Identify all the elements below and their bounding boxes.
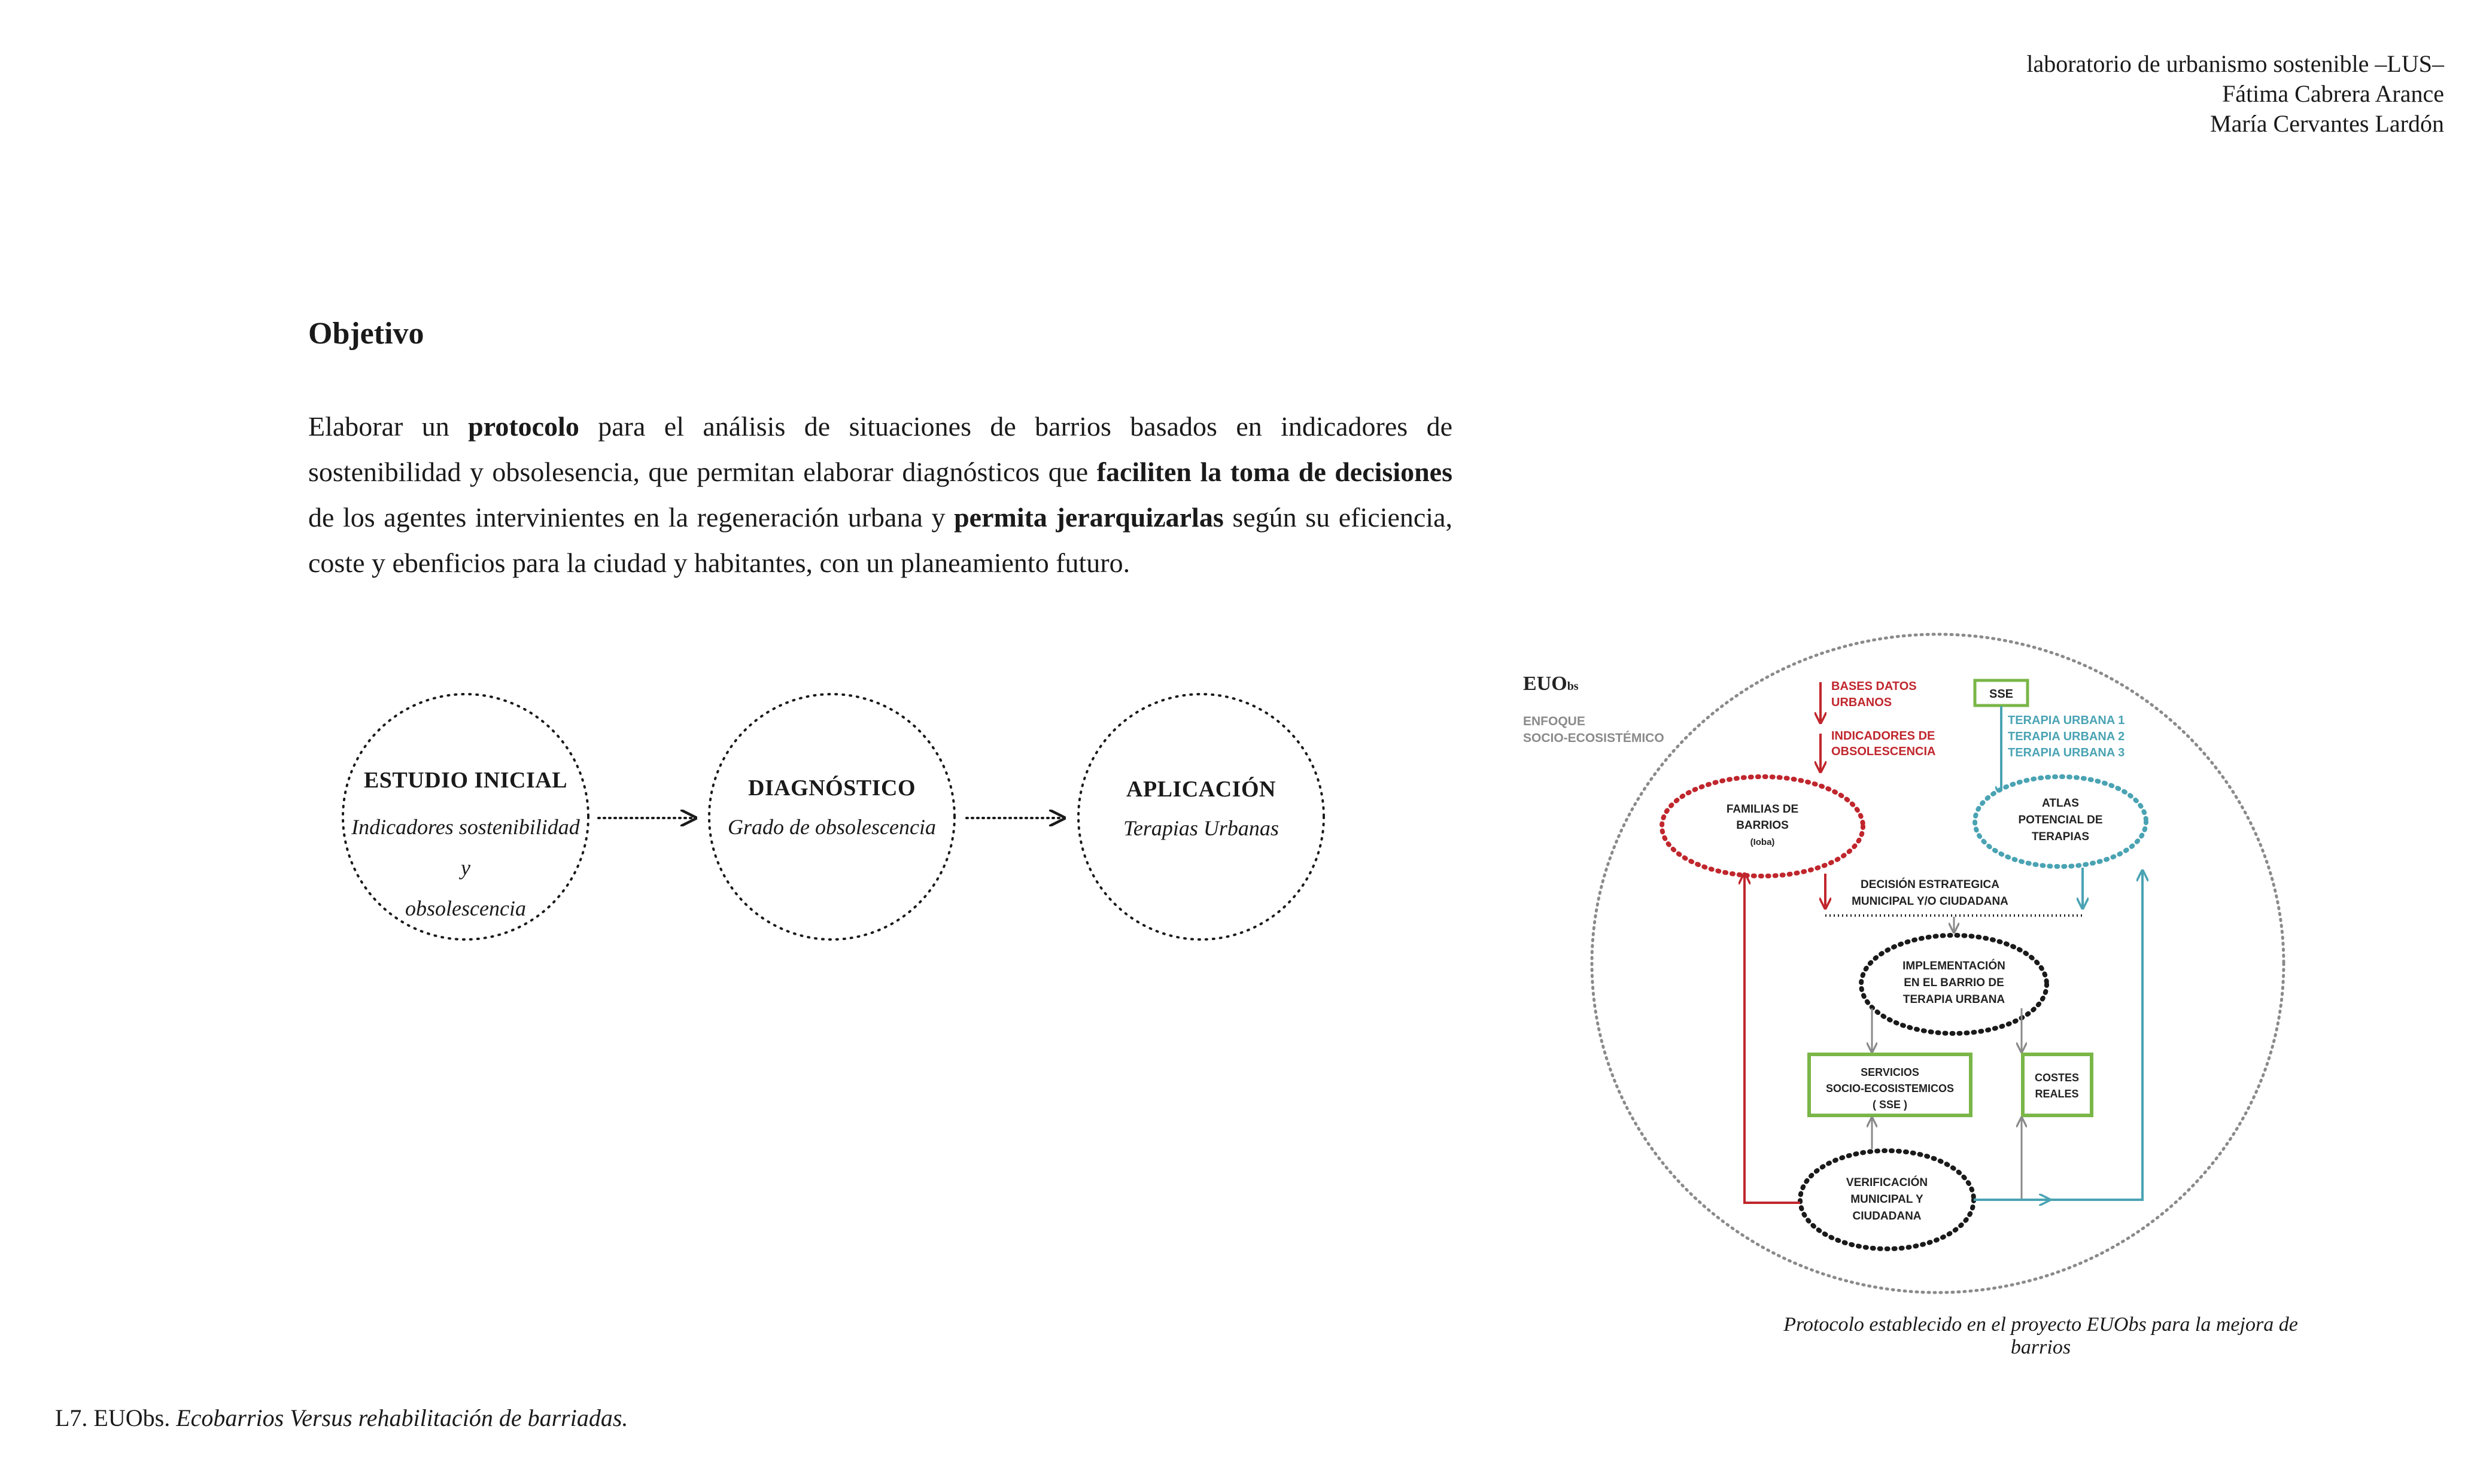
verification-label-1: VERIFICACIÓN [1846,1176,1928,1189]
objective-segment: Elaborar un [308,411,469,442]
services-label-1: SERVICIOS [1861,1066,1919,1078]
diagram-caption: Protocolo establecido en el proyecto EUObs para la mejora de barrios [1783,1313,2298,1358]
approach-label-2: SOCIO-ECOSISTÉMICO [1523,731,1664,745]
costs-box [2023,1054,2092,1115]
decision-label-2: MUNICIPAL Y/O CIUDADANA [1852,895,2008,908]
families-label-1: FAMILIAS DE [1726,803,1799,816]
step-aplicacion [1081,776,1321,841]
footer-code: L7. EUObs. [55,1404,171,1431]
page-header [2026,49,2444,139]
author-1: Fátima Cabrera Arance [2222,80,2444,107]
atlas-label-1: ATLAS [2042,797,2079,810]
objective-paragraph [308,404,1452,586]
step-diagnostico-title: DIAGNÓSTICO [748,776,916,801]
objective-segment: según su eficiencia, coste y ebenficios para la ciudad y habitantes, con un planeamiento futuro. [308,502,1453,578]
families-label-3: (Ioba) [1750,837,1775,847]
euobs-protocol-diagram [1508,622,2322,1298]
step-aplicacion-title: APLICACIÓN [1126,777,1276,802]
costs-label-2: REALES [2035,1088,2079,1100]
sse-box-label: SSE [1989,688,2014,701]
therapy-label-3: TERAPIA URBANA 3 [2008,746,2125,759]
step-diagnostico [712,775,952,840]
author-2: María Cervantes Lardón [2210,110,2444,137]
implementation-label-2: EN EL BARRIO DE [1904,977,2004,989]
feedback-red [1744,874,1800,1203]
diagram-brand: EUObs [1523,673,1579,695]
services-label-2: SOCIO-ECOSISTEMICOS [1825,1082,1955,1094]
therapy-label-2: TERAPIA URBANA 2 [2008,730,2125,743]
families-label-2: BARRIOS [1736,819,1789,832]
objective-segment: para el análisis de situaciones de barrios basados en indicadores de sostenibilidad y obsolesencia, que permitan elaborar diagnósticos que [308,411,1452,487]
step-estudio [346,767,585,929]
atlas-label-2: POTENCIAL DE [2018,814,2103,826]
step-estudio-subtitle-a: Indicadores sostenibilidad y [351,815,580,880]
approach-label-1: ENFOQUE [1523,714,1585,728]
feedback-teal [1974,871,2142,1200]
implementation-label-3: TERAPIA URBANA [1902,993,2005,1006]
verification-label-3: CIUDADANA [1852,1210,1922,1223]
objective-segment: de los agentes intervinientes en la regeneración urbana y [308,502,955,533]
step-estudio-subtitle-b: obsolescencia [405,896,526,920]
indicators-label-2: OBSOLESCENCIA [1831,745,1936,758]
implementation-label-1: IMPLEMENTACIÓN [1902,960,2005,972]
page-footer [55,1404,628,1432]
therapy-label-1: TERAPIA URBANA 1 [2008,714,2125,727]
atlas-label-3: TERAPIAS [2031,831,2090,843]
objective-highlight: protocolo [468,411,579,442]
footer-title: Ecobarrios Versus rehabilitación de barriadas. [176,1404,628,1431]
lab-name: laboratorio de urbanismo sostenible –LUS– [2026,50,2444,77]
bases-label-1: BASES DATOS [1831,680,1917,693]
indicators-label-1: INDICADORES DE [1831,729,1935,743]
objective-highlight: permita jerarquizarlas [954,502,1224,533]
objective-title: Objetivo [308,317,424,351]
step-estudio-subtitle [346,807,585,929]
step-estudio-title: ESTUDIO INICIAL [363,768,568,793]
costs-label-1: COSTES [2034,1072,2080,1084]
decision-label-1: DECISIÓN ESTRATEGICA [1861,878,1999,891]
step-diagnostico-subtitle: Grado de obsolescencia [728,815,936,839]
step-aplicacion-subtitle: Terapias Urbanas [1123,816,1279,840]
verification-label-2: MUNICIPAL Y [1850,1193,1923,1206]
bases-label-2: URBANOS [1831,696,1892,709]
objective-highlight: faciliten la toma de decisiones [1096,457,1453,487]
services-label-3: ( SSE ) [1872,1099,1908,1111]
